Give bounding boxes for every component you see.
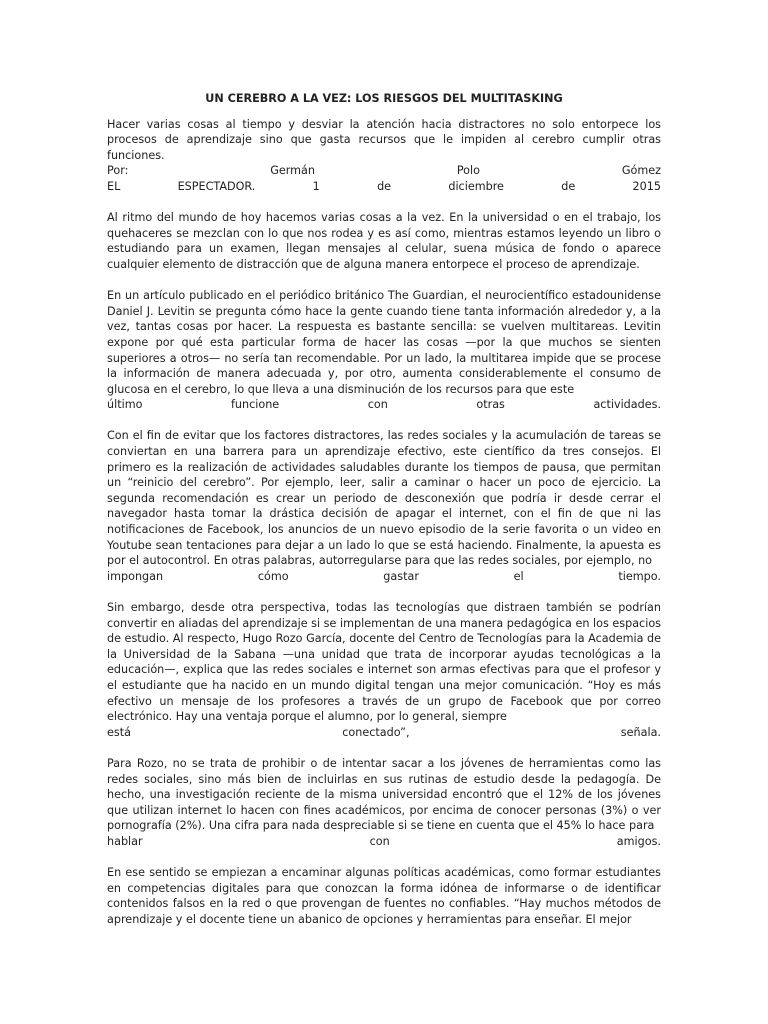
document-page (107, 91, 661, 927)
paragraph-gap (107, 195, 661, 211)
paragraph-4: Sin embargo, desde otra perspectiva, todas las tecnologías que distraen también se podrían convertir en aliadas del aprendizaje si se implementan de una manera pedagógica en los espacios de estudio. Al respecto, Hugo Rozo García, docente del Centro de Tecnologías para la Academia de la Universidad de la Sabana —una unidad que trata de incorporar ayudas tecnológicas a la educación—, explica que las redes sociales e internet son armas efectivas para que el profesor y el estudiante que ha nacido en un mundo digital tengan una mejor comunicación. “Hoy es más efectivo un mensaje de los profesores a través de un grupo de Facebook que por correo electrónico. Hay una ventaja porque el alumno, por lo general, siempre (107, 601, 661, 724)
paragraph-3: Con el fin de evitar que los factores distractores, las redes sociales y la acumulación de tareas se conviertan en una barrera para un aprendizaje efectivo, este científico da tres consejos. El primero es la realización de actividades saludables durante los tiempos de pausa, que permitan un “reinicio del cerebro”. Por ejemplo, leer, salir a caminar o hacer un poco de ejercicio. La segunda recomendación es crear un periodo de desconexión que podría ir desde cerrar el navegador hasta tomar la drástica decisión de apagar el internet, con el fin de que ni las notificaciones de Facebook, los anuncios de un nuevo episodio de la serie favorita o un video en Youtube sean tentaciones para dejar a un lado lo que se está haciendo. Finalmente, la apuesta es por el autocontrol. En otras palabras, autorregularse para que las redes sociales, por ejemplo, no (107, 429, 661, 568)
paragraph-4-last-line: está conectado”, señala. (107, 725, 661, 739)
paragraph-gap (107, 850, 661, 866)
article-title: UN CEREBRO A LA VEZ: LOS RIESGOS DEL MULTITASKING (205, 92, 563, 105)
paragraph-5: Para Rozo, no se trata de prohibir o de intentar sacar a los jóvenes de herramientas como las redes sociales, sino más bien de incluirlas en sus rutinas de estudio desde la pedagogía. De hecho, una investigación reciente de la misma universidad encontró que el 12% de los jóvenes que utilizan internet lo hacen con fines académicos, por encima de conocer personas (3%) o ver pornografía (2%). Una cifra para nada despreciable si se tiene en cuenta que el 45% lo hace para (107, 756, 661, 833)
paragraph-5-last-line: hablar con amigos. (107, 834, 661, 848)
paragraph-gap (107, 740, 661, 756)
paragraph-2-last-line: último funcione con otras actividades. (107, 398, 661, 412)
article-source: EL ESPECTADOR. 1 de diciembre de 2015 (107, 179, 661, 193)
paragraph-6: En ese sentido se empiezan a encaminar algunas políticas académicas, como formar estudiantes en competencias digitales para que conozcan la forma idónea de informarse o de identificar contenidos falsos en la red o que provengan de fuentes no confiables. “Hay muchos métodos de aprendizaje y el docente tiene un abanico de opciones y herramientas para enseñar. El mejor (107, 866, 661, 926)
article-lead: Hacer varias cosas al tiempo y desviar la atención hacia distractores no solo entorpece los procesos de aprendizaje sino que gasta recursos que le impiden al cerebro cumplir otras funciones. (107, 117, 661, 162)
paragraph-1: Al ritmo del mundo de hoy hacemos varias cosas a la vez. En la universidad o en el trabajo, los quehaceres se mezclan con lo que nos rodea y es así como, mientras estamos leyendo un libro o estudiando para un examen, llegan mensajes al celular, suena música de fondo o aparece cualquier elemento de distracción que de alguna manera entorpece el proceso de aprendizaje. (107, 211, 661, 271)
paragraph-2: En un artículo publicado en el periódico británico The Guardian, el neurocientífico estadounidense Daniel J. Levitin se pregunta cómo hace la gente cuando tiene tanta información alrededor y, a la vez, tantas cosas por hacer. La respuesta es bastante sencilla: se vuelven multitareas. Levitin expone por qué esta particular forma de hacer las cosas —por la que muchos se sienten superiores a otros— no sería tan recomendable. Por un lado, la multitarea impide que se procese la información de manera adecuada y, por otro, aumenta considerablemente el consumo de glucosa en el cerebro, lo que lleva a una disminución de los recursos para que este (107, 289, 661, 396)
paragraph-gap (107, 273, 661, 289)
paragraph-gap (107, 413, 661, 429)
paragraph-gap (107, 584, 661, 600)
paragraph-3-last-line: impongan cómo gastar el tiempo. (107, 569, 661, 583)
article-byline: Por: Germán Polo Gómez (107, 164, 661, 178)
